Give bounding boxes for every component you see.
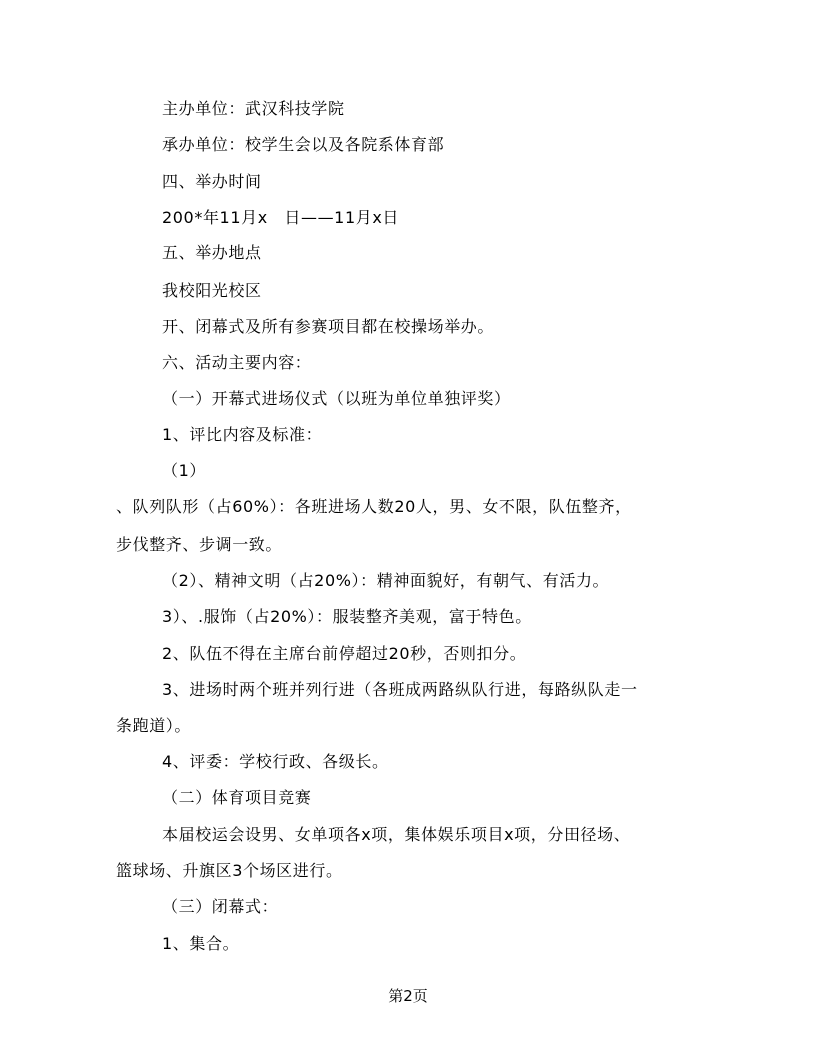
text-line-assembly: 1、集合。 [162, 934, 240, 953]
text-line-rule-2: 2、队伍不得在主席台前停超过20秒，否则扣分。 [162, 644, 527, 663]
text-line-host: 承办单位：校学生会以及各院系体育部 [162, 135, 445, 154]
text-line-campus: 我校阳光校区 [162, 281, 262, 300]
text-line-item-1: （1） [162, 461, 206, 480]
section-heading-content: 六、活动主要内容： [162, 353, 312, 372]
text-line-judges: 4、评委：学校行政、各级长。 [162, 752, 389, 771]
text-line-formation: 、队列队形（占60%）：各班进场人数20人，男、女不限，队伍整齐， [116, 497, 632, 516]
text-line-rule-3-cont: 条跑道）。 [116, 716, 192, 735]
subsection-heading-opening: （一）开幕式进场仪式（以班为单位单独评奖） [162, 389, 511, 408]
subsection-heading-sports: （二）体育项目竞赛 [162, 788, 312, 807]
section-heading-location: 五、举办地点 [162, 243, 262, 262]
text-line-events: 本届校运会设男、女单项各x项，集体娱乐项目x项，分田径场、 [162, 825, 631, 844]
section-heading-time: 四、举办时间 [162, 172, 262, 191]
text-line-date: 200*年11月x 日——11月x日 [162, 208, 399, 227]
text-line-attire: 3）、.服饰（占20%）：服装整齐美观，富于特色。 [162, 607, 532, 626]
page-number: 第2页 [388, 987, 428, 1005]
text-line-rule-3: 3、进场时两个班并列行进（各班成两路纵队行进，每路纵队走一 [162, 680, 638, 699]
text-line-venue: 开、闭幕式及所有参赛项目都在校操场举办。 [162, 317, 495, 336]
text-line-events-cont: 篮球场、升旗区3个场区进行。 [116, 861, 343, 880]
text-line-criteria: 1、评比内容及标准： [162, 425, 323, 444]
text-line-organizer: 主办单位：武汉科技学院 [162, 99, 345, 118]
text-line-spirit: （2）、精神文明（占20%）：精神面貌好，有朝气、有活力。 [162, 571, 610, 590]
subsection-heading-closing: （三）闭幕式： [162, 897, 279, 916]
text-line-formation-cont: 步伐整齐、步调一致。 [116, 535, 283, 554]
